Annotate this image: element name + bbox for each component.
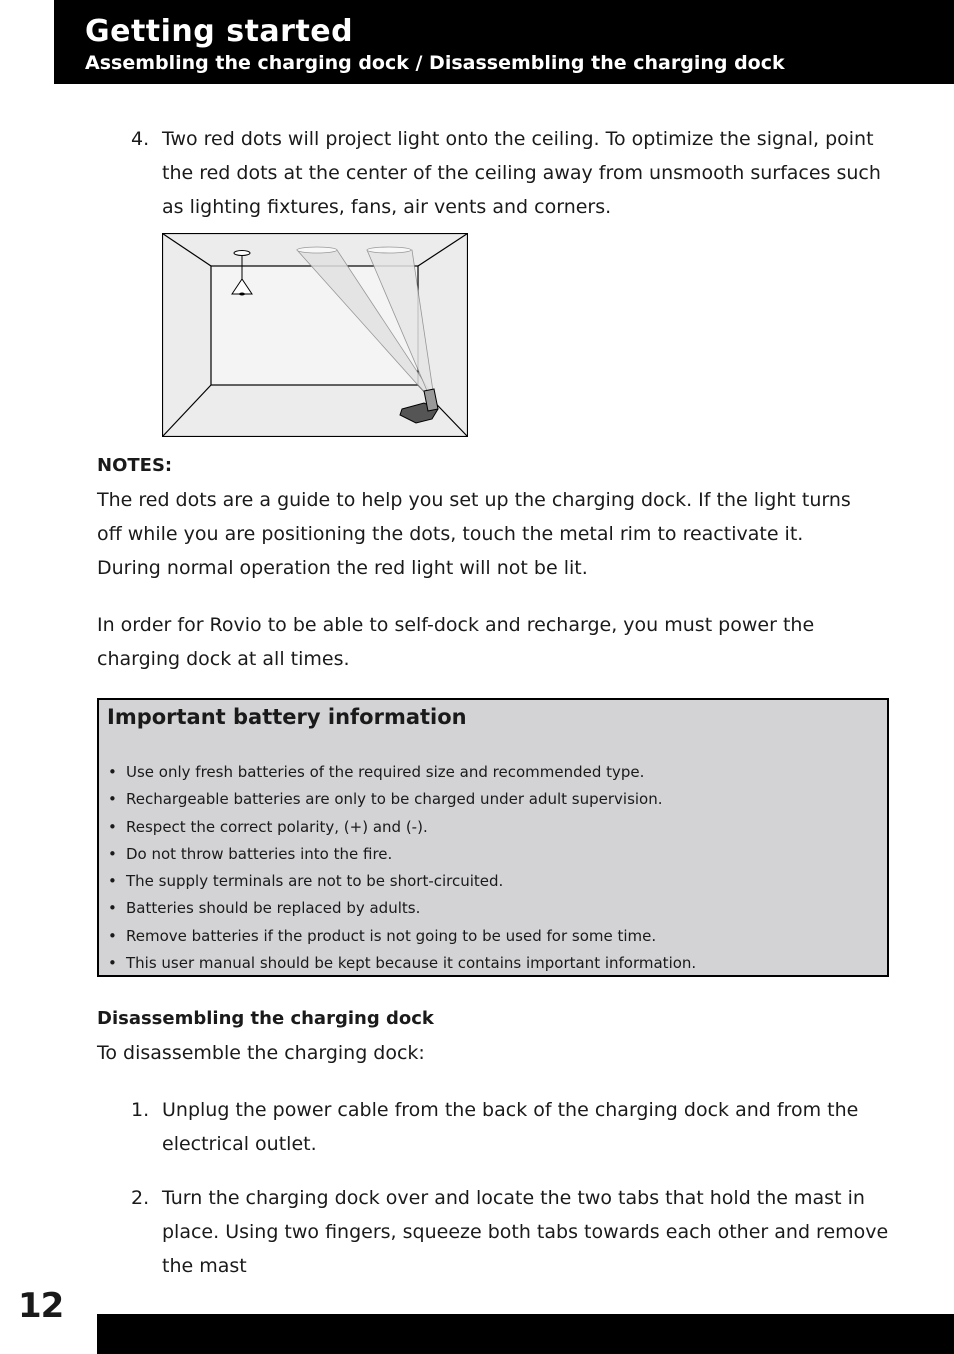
list-item: • Remove batteries if the product is not going to be used for some time. — [107, 923, 877, 950]
list-item: • Rechargeable batteries are only to be charged under adult supervision. — [107, 786, 877, 813]
list-item: • Use only fresh batteries of the required size and recommended type. — [107, 759, 877, 786]
list-item: • Respect the correct polarity, (+) and (-). — [107, 814, 877, 841]
bullet: • — [108, 872, 117, 891]
list-item: • The supply terminals are not to be short-circuited. — [107, 868, 877, 895]
bullet: • — [108, 926, 117, 945]
header-subtitle: Assembling the charging dock / Disassembling the charging dock — [85, 52, 785, 74]
page-header — [54, 0, 954, 84]
page-number: 12 — [18, 1286, 64, 1326]
bullet: • — [108, 844, 117, 863]
list-item: • Do not throw batteries into the fire. — [107, 841, 877, 868]
list-item: • This user manual should be kept because it contains important information. — [107, 950, 877, 977]
battery-info-list — [107, 759, 877, 977]
bullet: • — [108, 790, 117, 809]
step-number: 1. — [131, 1099, 150, 1121]
list-item: • Batteries should be replaced by adults. — [107, 895, 877, 922]
disassembly-intro: To disassemble the charging dock: — [97, 1042, 425, 1064]
step-text: Turn the charging dock over and locate the two tabs that hold the mast in place. Using two fingers, squeeze both tabs towards each other and remove the mast — [162, 1187, 889, 1277]
step-text: Unplug the power cable from the back of the charging dock and from the electrical outlet. — [162, 1099, 859, 1155]
bullet: • — [108, 899, 117, 918]
step-text: Two red dots will project light onto the ceiling. To optimize the signal, point the red dots at the center of the ceiling away from unsmooth surfaces such as lighting fixtures, fans, air vents and corners. — [162, 128, 881, 218]
header-title: Getting started — [85, 14, 354, 49]
bullet: • — [108, 817, 117, 836]
step-number: 4. — [131, 128, 150, 150]
notes-label: NOTES: — [97, 455, 173, 476]
notes-text: The red dots are a guide to help you set up the charging dock. If the light turns off while you are positioning the dots, touch the metal rim to reactivate it. During normal operation the red light will not be lit. — [97, 489, 851, 579]
bullet: • — [108, 954, 117, 973]
battery-info-box — [97, 698, 889, 977]
footer-bar — [97, 1314, 954, 1354]
power-paragraph: In order for Rovio to be able to self-dock and recharge, you must power the charging dock at all times. — [97, 614, 815, 670]
ceiling-projection-illustration — [162, 233, 468, 437]
disassembly-title: Disassembling the charging dock — [97, 1008, 434, 1029]
bullet: • — [108, 763, 117, 781]
battery-box-title: Important battery information — [107, 705, 467, 729]
step-number: 2. — [131, 1187, 150, 1209]
